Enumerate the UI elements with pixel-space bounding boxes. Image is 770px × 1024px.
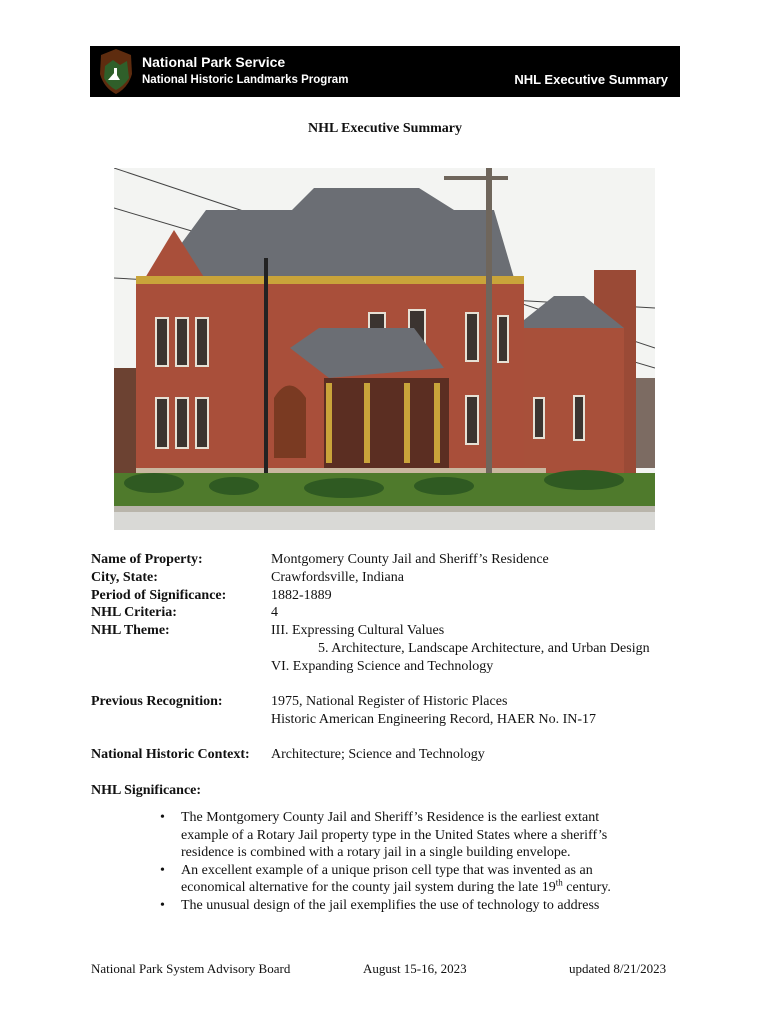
nhl-theme-value-1: III. Expressing Cultural Values (271, 623, 445, 638)
list-item (160, 897, 680, 915)
nhl-criteria-label: NHL Criteria: (91, 605, 177, 620)
city-state-value: Crawfordsville, Indiana (271, 570, 404, 585)
nhl-theme-value-3: VI. Expanding Science and Technology (271, 659, 494, 674)
document-title: NHL Executive Summary (308, 121, 462, 136)
name-of-property-label: Name of Property: (91, 552, 203, 567)
name-of-property-value: Montgomery County Jail and Sheriff’s Residence (271, 552, 549, 567)
nhl-significance-label: NHL Significance: (91, 783, 202, 798)
bullet-text-line: The Montgomery County Jail and Sheriff’s Residence is the earliest extant (181, 810, 600, 825)
bullet-text-line: residence is combined with a rotary jail in a single building envelope. (181, 845, 571, 860)
footer-board: National Park System Advisory Board (91, 961, 291, 976)
nhl-theme-value-2: 5. Architecture, Landscape Architecture, and Urban Design (318, 641, 650, 656)
bullet-text: century. (562, 880, 611, 895)
nhl-theme-label: NHL Theme: (91, 623, 170, 638)
national-historic-context-value: Architecture; Science and Technology (271, 747, 485, 762)
banner-document-type: NHL Executive Summary (514, 72, 668, 87)
period-of-significance-value: 1882-1889 (271, 588, 332, 603)
footer-meeting-date: August 15-16, 2023 (363, 961, 467, 976)
nhl-criteria-value: 4 (271, 605, 278, 620)
banner-program-name: National Historic Landmarks Program (142, 74, 349, 86)
bullet-icon: • (160, 862, 165, 878)
significance-list (160, 809, 680, 914)
nps-arrowhead-icon (98, 48, 134, 95)
period-of-significance-label: Period of Significance: (91, 588, 227, 603)
bullet-text-line: The unusual design of the jail exemplifies the use of technology to address (181, 897, 600, 913)
previous-recognition-value-2: Historic American Engineering Record, HAER No. IN-17 (271, 712, 597, 727)
city-state-label: City, State: (91, 570, 158, 585)
bullet-text-line: example of a Rotary Jail property type in the United States where a sheriff’s (181, 827, 608, 843)
previous-recognition-value-1: 1975, National Register of Historic Places (271, 694, 508, 709)
ordinal-suffix: th (555, 877, 563, 888)
building-photo (114, 168, 655, 530)
nps-header-banner (90, 46, 680, 97)
list-item (160, 862, 680, 897)
footer-updated-date: updated 8/21/2023 (569, 961, 667, 976)
bullet-icon: • (160, 897, 165, 913)
national-historic-context-label: National Historic Context: (91, 747, 250, 762)
bullet-text-line: An excellent example of a unique prison cell type that was invented as an (181, 862, 593, 878)
bullet-text-line (181, 879, 680, 897)
previous-recognition-label: Previous Recognition: (91, 694, 223, 709)
list-item (160, 809, 680, 862)
bullet-text: economical alternative for the county jail system during the late 19 (181, 880, 556, 895)
bullet-icon: • (160, 810, 165, 825)
banner-org-name: National Park Service (142, 54, 286, 70)
